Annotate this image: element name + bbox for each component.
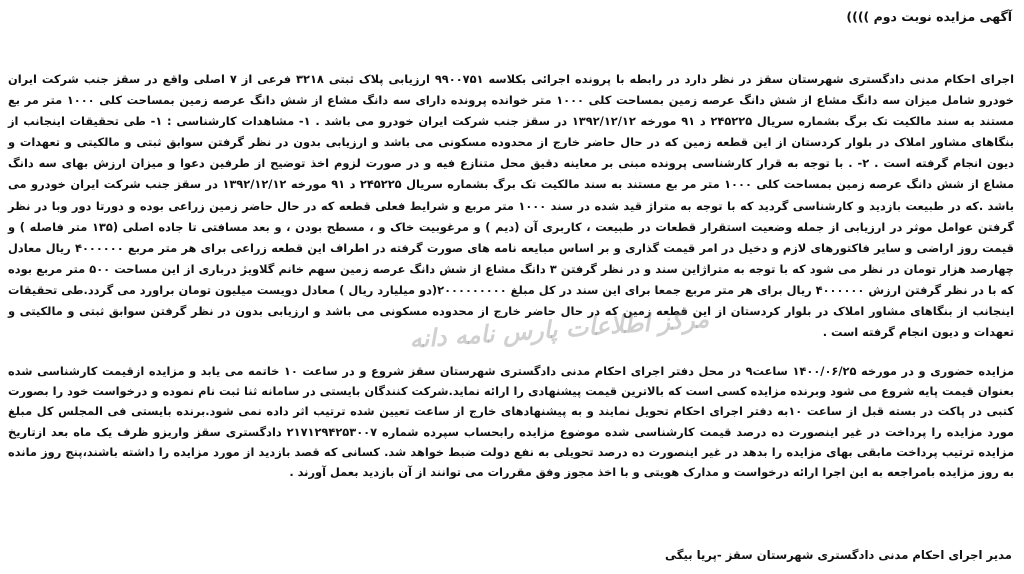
auction-terms-paragraph: مزایده حضوری و در مورخه ۱۴۰۰/۰۶/۲۵ ساعت۹ در محل دفتر اجرای احکام مدنی دادگستری شهرستان سقز شروع و در ساعت ۱۰ خاتمه می یابد و مزایده ازقیمت کارشناسی شده بعنوان قیمت پایه شروع می شود وبرنده مزایده کسی است که بالاترین قیمت پیشنهادی را ارائه نماید.شرکت کنندگان بایستی در سامانه ثنا ثبت نام نموده و درخواست خود را بصورت کتبی در پاکت در بسته قبل از ساعت ۱۰به دفتر اجرای احکام تحویل نمایند و به پیشنهادهای خارج از ساعت تعیین شده ترتیب اثر داده نمی شود.برنده بایستی فی المجلس کل مبلغ مورد مزایده را پرداخت در غیر اینصورت ده درصد قیمت کارشناسی شده موضوع مزایده رابحساب سپرده شماره ۲۱۷۱۲۹۴۲۵۳۰۰۷ دادگستری سقز واریزو ظرف یک ماه بعد ازتاریخ مزایده ترتیب پرداخت مابقی بهای مزایده را بدهد در غیر اینصورت ده درصد تحویلی به نفع دولت ضبط خواهد شد. کسانی که قصد بازدید از مورد مزایده را داشته باشند،پنج روز مانده به روز مزایده بامراجعه به این اجرا ارائه درخواست و مدارک هویتی و با اخذ مجوز وفق مقررات می توانند از آن بازدید بعمل آورند . xyxy=(8,364,1015,480)
watermark-text: مرکز اطلاعات پارس نامه دانه xyxy=(408,303,710,354)
signature-line: مدیر اجرای احکام مدنی دادگستری شهرستان سقز -پریا بیگی xyxy=(665,548,1012,562)
notice-body-paragraph: اجرای احکام مدنی دادگستری شهرستان سقز در نظر دارد در رابطه با پرونده اجرائی بکلاسه ۹۹۰۰۷۵۱ ارزیابی پلاک ثبتی ۳۲۱۸ فرعی از ۷ اصلی واقع در سقز جنب شرکت ایران خودرو شامل میزان سه دانگ مشاع از شش دانگ عرصه زمین بمساحت کلی ۱۰۰۰ متر خوانده پرونده دارای سه دانگ مشاع از شش دانگ عرصه زمین بمساحت کلی ۱۰۰۰ متر مر بع مستند به سند مالکیت تک برگ بشماره سریال ۲۴۵۲۲۵ د ۹۱ مورخه ۱۳۹۲/۱۲/۱۲ در سقز جنب شرکت ایران خودرو می باشد . ۱- مشاهدات کارشناسی : ۱- طی تحقیقات اینجانب از بنگاهای مشاور املاک در بلوار کردستان از این قطعه زمین که در حال حاضر خارج از محدوده مسکونی می باشد و ارزیابی بدون در نظر گرفتن سوابق ثبتی و مالکیتی و تعهدات و دیون انجام گرفته است . ۲- . با توجه به قرار کارشناسی پرونده مبنی بر معاینه دقیق محل متنازع فیه و در صورت لزوم اخذ توضیح از طرفین دعوا و میزان ارزش بهای سه دانگ مشاع از شش دانگ عرصه زمین بمساحت کلی ۱۰۰۰ متر مر بع مستند به سند مالکیت تک برگ بشماره سریال ۲۴۵۲۲۵ د ۹۱ مورخه ۱۳۹۲/۱۲/۱۲ در سقز جنب شرکت ایران خودرو می باشد .که در طبیعت بازدید و کارشناسی گردید که با توجه به متراژ قید شده در سند ۱۰۰۰ متر مربع و شرایط فعلی قطعه که در حال حاضر زمین زراعی بوده و دورتا دور وبا در نظر گرفتن عوامل موثر در ارزیابی از جمله وضعیت استقرار قطعات در طبیعت ، کاربری آن (دیم ) و مرغوبیت خاک و ، مسطح بودن ، و بعد مسافتی تا جاده اصلی (۱۳۵ متر فاصله ) و قیمت روز اراضی و سایر فاکتورهای لازم و دخیل در امر قیمت گذاری و بر اساس مبایعه نامه های صورت گرفته در اطراف این قطعه زراعی برای هر متر مربع ۴۰۰۰۰۰۰ ریال معادل چهارصد هزار تومان در نظر می شود که با توجه به متراژاین سند و در نظر گرفتن ۳ دانگ مشاع از شش دانگ عرصه زمین سهم خانم گلاویژ درباری از این مساحت ۵۰۰ متر مربع بوده که با در نظر گرفتن ارزش ۴۰۰۰۰۰۰ ریال برای هر متر مربع جمعا برای این سند در کل مبلغ ۲۰۰۰۰۰۰۰۰۰(دو میلیارد ریال ) معادل دویست میلیون تومان براورد می گردد.طی تحقیقات اینجانب از بنگاهای مشاور املاک در بلوار کردستان از این قطعه زمین که در حال حاضر خارج از محدوده مسکونی می باشد و ارزیابی بدون در نظر گرفتن سوابق ثبتی و مالکیتی و تعهدات و دیون انجام گرفته است . xyxy=(8,72,1015,340)
notice-title: آگهی مزایده نوبت دوم )))) xyxy=(846,9,1012,24)
